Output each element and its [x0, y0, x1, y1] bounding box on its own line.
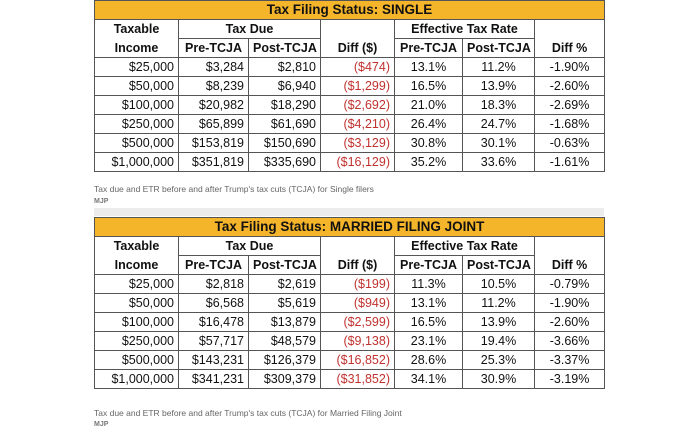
cell-diff: ($199) — [321, 275, 395, 294]
cell-post: $150,690 — [249, 134, 321, 153]
header-blank — [535, 237, 605, 256]
cell-etr-pre: 23.1% — [395, 332, 463, 351]
cell-etr-pre: 16.5% — [395, 313, 463, 332]
cell-pre: $2,818 — [179, 275, 249, 294]
header-diff-pct: Diff % — [535, 39, 605, 58]
cell-etr-pre: 34.1% — [395, 370, 463, 389]
cell-diff: ($16,129) — [321, 153, 395, 172]
cell-diff: ($949) — [321, 294, 395, 313]
cell-income: $25,000 — [95, 275, 179, 294]
cell-etr-pre: 11.3% — [395, 275, 463, 294]
cell-etr-post: 33.6% — [463, 153, 535, 172]
table-row — [95, 77, 605, 96]
cell-etr-pre: 13.1% — [395, 294, 463, 313]
header-etr-post: Post-TCJA — [463, 256, 535, 275]
mfj-table-credit: MJP — [94, 421, 109, 428]
single-tax-table — [94, 0, 605, 172]
cell-diff: ($31,852) — [321, 370, 395, 389]
cell-diff: ($1,299) — [321, 77, 395, 96]
cell-income: $500,000 — [95, 134, 179, 153]
table-row — [95, 313, 605, 332]
cell-post: $309,379 — [249, 370, 321, 389]
cell-etr-post: 11.2% — [463, 294, 535, 313]
cell-post: $2,619 — [249, 275, 321, 294]
cell-pre: $16,478 — [179, 313, 249, 332]
cell-income: $100,000 — [95, 313, 179, 332]
cell-etr-post: 13.9% — [463, 313, 535, 332]
cell-diff-pct: -3.66% — [535, 332, 605, 351]
header-taxable: Taxable — [95, 20, 179, 39]
table-row — [95, 153, 605, 172]
header-blank — [321, 237, 395, 256]
cell-pre: $153,819 — [179, 134, 249, 153]
header-blank — [321, 20, 395, 39]
cell-pre: $351,819 — [179, 153, 249, 172]
cell-diff-pct: -3.19% — [535, 370, 605, 389]
cell-pre: $8,239 — [179, 77, 249, 96]
cell-diff-pct: -1.68% — [535, 115, 605, 134]
cell-diff: ($474) — [321, 58, 395, 77]
header-diff-dollar: Diff ($) — [321, 256, 395, 275]
cell-diff-pct: -2.69% — [535, 96, 605, 115]
cell-pre: $341,231 — [179, 370, 249, 389]
cell-post: $13,879 — [249, 313, 321, 332]
table-title: Tax Filing Status: MARRIED FILING JOINT — [95, 218, 605, 237]
cell-diff-pct: -2.60% — [535, 313, 605, 332]
cell-post: $61,690 — [249, 115, 321, 134]
header-row-2 — [95, 39, 605, 58]
header-pre-tcja: Pre-TCJA — [179, 39, 249, 58]
cell-etr-post: 30.9% — [463, 370, 535, 389]
cell-etr-pre: 30.8% — [395, 134, 463, 153]
cell-diff: ($9,138) — [321, 332, 395, 351]
header-income: Income — [95, 39, 179, 58]
cell-post: $5,619 — [249, 294, 321, 313]
table-row — [95, 134, 605, 153]
header-taxable: Taxable — [95, 237, 179, 256]
cell-pre: $143,231 — [179, 351, 249, 370]
cell-income: $500,000 — [95, 351, 179, 370]
cell-post: $126,379 — [249, 351, 321, 370]
cell-post: $335,690 — [249, 153, 321, 172]
mfj-table-caption: Tax due and ETR before and after Trump's tax cuts (TCJA) for Married Filing Joint — [94, 408, 402, 418]
cell-post: $18,290 — [249, 96, 321, 115]
table-row — [95, 294, 605, 313]
cell-etr-post: 13.9% — [463, 77, 535, 96]
cell-diff-pct: -2.60% — [535, 77, 605, 96]
single-table-caption: Tax due and ETR before and after Trump's tax cuts (TCJA) for Single filers — [94, 184, 374, 194]
cell-post: $6,940 — [249, 77, 321, 96]
single-table-panel — [94, 0, 604, 172]
cell-etr-pre: 26.4% — [395, 115, 463, 134]
table-row — [95, 332, 605, 351]
header-etr-post: Post-TCJA — [463, 39, 535, 58]
cell-etr-pre: 35.2% — [395, 153, 463, 172]
header-row-2 — [95, 256, 605, 275]
header-etr: Effective Tax Rate — [395, 20, 535, 39]
cell-etr-post: 11.2% — [463, 58, 535, 77]
header-tax-due: Tax Due — [179, 237, 321, 256]
header-post-tcja: Post-TCJA — [249, 39, 321, 58]
cell-income: $100,000 — [95, 96, 179, 115]
header-etr-pre: Pre-TCJA — [395, 39, 463, 58]
table-title: Tax Filing Status: SINGLE — [95, 1, 605, 20]
header-post-tcja: Post-TCJA — [249, 256, 321, 275]
cell-etr-post: 30.1% — [463, 134, 535, 153]
header-row-1 — [95, 237, 605, 256]
cell-diff-pct: -1.61% — [535, 153, 605, 172]
mfj-table-panel — [94, 217, 604, 389]
header-blank — [535, 20, 605, 39]
cell-income: $50,000 — [95, 294, 179, 313]
cell-etr-post: 25.3% — [463, 351, 535, 370]
header-pre-tcja: Pre-TCJA — [179, 256, 249, 275]
header-row-1 — [95, 20, 605, 39]
cell-pre: $6,568 — [179, 294, 249, 313]
table-row — [95, 115, 605, 134]
table-row — [95, 58, 605, 77]
header-tax-due: Tax Due — [179, 20, 321, 39]
cell-diff-pct: -1.90% — [535, 294, 605, 313]
cell-diff-pct: -1.90% — [535, 58, 605, 77]
header-income: Income — [95, 256, 179, 275]
table-row — [95, 370, 605, 389]
cell-diff: ($4,210) — [321, 115, 395, 134]
table-row — [95, 275, 605, 294]
header-etr-pre: Pre-TCJA — [395, 256, 463, 275]
cell-pre: $20,982 — [179, 96, 249, 115]
cell-diff-pct: -0.63% — [535, 134, 605, 153]
cell-etr-pre: 13.1% — [395, 58, 463, 77]
cell-diff: ($3,129) — [321, 134, 395, 153]
table-title-row — [95, 1, 605, 20]
cell-pre: $57,717 — [179, 332, 249, 351]
cell-etr-post: 19.4% — [463, 332, 535, 351]
cell-post: $48,579 — [249, 332, 321, 351]
cell-diff: ($16,852) — [321, 351, 395, 370]
header-etr: Effective Tax Rate — [395, 237, 535, 256]
cell-diff-pct: -3.37% — [535, 351, 605, 370]
single-table-credit: MJP — [94, 198, 109, 205]
cell-income: $50,000 — [95, 77, 179, 96]
cell-etr-pre: 16.5% — [395, 77, 463, 96]
cell-etr-post: 10.5% — [463, 275, 535, 294]
cell-post: $2,810 — [249, 58, 321, 77]
separator-strip — [94, 208, 604, 216]
cell-etr-pre: 21.0% — [395, 96, 463, 115]
cell-income: $25,000 — [95, 58, 179, 77]
cell-income: $250,000 — [95, 332, 179, 351]
cell-diff: ($2,692) — [321, 96, 395, 115]
cell-income: $1,000,000 — [95, 370, 179, 389]
cell-pre: $3,284 — [179, 58, 249, 77]
cell-etr-pre: 28.6% — [395, 351, 463, 370]
cell-pre: $65,899 — [179, 115, 249, 134]
table-row — [95, 96, 605, 115]
cell-income: $1,000,000 — [95, 153, 179, 172]
cell-diff: ($2,599) — [321, 313, 395, 332]
table-title-row — [95, 218, 605, 237]
table-row — [95, 351, 605, 370]
cell-diff-pct: -0.79% — [535, 275, 605, 294]
cell-income: $250,000 — [95, 115, 179, 134]
mfj-tax-table — [94, 217, 605, 389]
cell-etr-post: 18.3% — [463, 96, 535, 115]
cell-etr-post: 24.7% — [463, 115, 535, 134]
header-diff-pct: Diff % — [535, 256, 605, 275]
header-diff-dollar: Diff ($) — [321, 39, 395, 58]
